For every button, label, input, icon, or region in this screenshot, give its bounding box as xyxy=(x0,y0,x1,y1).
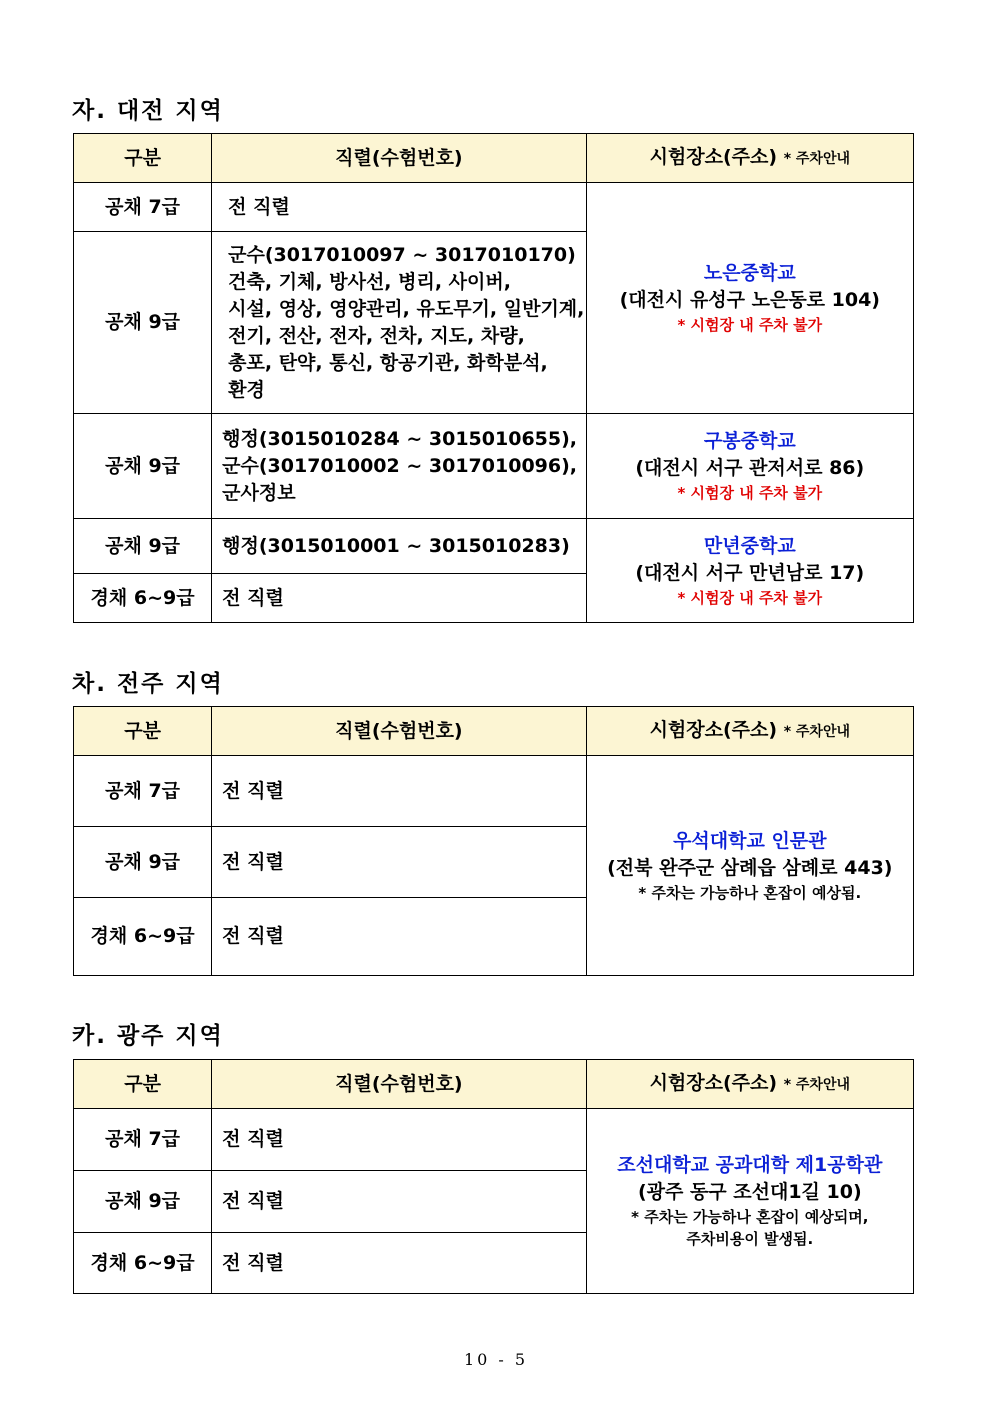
job-cell: 전 직렬 xyxy=(212,827,586,898)
grade-cell: 공채 7급 xyxy=(74,1109,212,1171)
parking-note-label: * 주차안내 xyxy=(783,150,850,167)
venue-cell xyxy=(586,414,913,519)
table-row xyxy=(74,183,914,232)
parking-note: * 시험장 내 주차 불가 xyxy=(677,588,823,607)
header-category: 구분 xyxy=(74,707,212,756)
parking-note: * 시험장 내 주차 불가 xyxy=(677,316,823,334)
grade-cell: 경채 6~9급 xyxy=(74,574,212,623)
job-cell: 전 직렬 xyxy=(212,574,586,623)
job-cell: 전 직렬 xyxy=(212,183,586,232)
venue-cell xyxy=(586,183,913,414)
table-row xyxy=(74,756,914,827)
venue-name: 구봉중학교 xyxy=(703,430,796,452)
table-daejeon xyxy=(73,133,914,623)
grade-cell: 경채 6~9급 xyxy=(74,898,212,976)
venue-name: 조선대학교 공과대학 제1공학관 xyxy=(617,1154,883,1176)
job-cell: 전 직렬 xyxy=(212,898,586,976)
parking-note-label: * 주차안내 xyxy=(783,1076,850,1093)
header-category: 구분 xyxy=(74,134,212,183)
venue-address: (대전시 유성구 노은동로 104) xyxy=(619,289,880,311)
header-venue: 시험장소(주소) * 주차안내 xyxy=(586,134,913,183)
table-row xyxy=(74,414,914,519)
job-cell: 전 직렬 xyxy=(212,1171,586,1233)
table-row xyxy=(74,1109,914,1171)
venue-address: (대전시 서구 만년남로 17) xyxy=(635,561,865,584)
job-cell: 군수(3017010097 ~ 3017010170) 건축, 기체, 방사선, 병리, 사이버, 시설, 영상, 영양관리, 유도무기, 일반기계, 전기, 전산, 전자, 전차, 지도, 차량, 총포, 탄약, 통신, 항공기관, 화학분석, 환경 xyxy=(212,232,586,414)
header-job: 직렬(수험번호) xyxy=(212,1060,586,1109)
grade-cell: 공채 9급 xyxy=(74,519,212,574)
grade-cell: 공채 9급 xyxy=(74,827,212,898)
job-cell: 행정(3015010284 ~ 3015010655), 군수(3017010002 ~ 3017010096), 군사정보 xyxy=(212,414,586,519)
job-cell: 행정(3015010001 ~ 3015010283) xyxy=(212,519,586,574)
job-cell: 전 직렬 xyxy=(212,756,586,827)
job-cell: 전 직렬 xyxy=(212,1233,586,1294)
table-header xyxy=(74,707,914,756)
table-row xyxy=(74,519,914,574)
venue-name: 우석대학교 인문관 xyxy=(673,829,827,852)
section-title-daejeon: 자. 대전 지역 xyxy=(72,98,224,124)
parking-note: * 주차는 가능하나 혼잡이 예상되며, xyxy=(631,1208,869,1226)
table-header xyxy=(74,134,914,183)
table-gwangju xyxy=(73,1059,914,1294)
table-header xyxy=(74,1060,914,1109)
venue-address: (대전시 서구 관저서로 86) xyxy=(635,457,865,479)
table-jeonju xyxy=(73,706,914,976)
parking-note: * 시험장 내 주차 불가 xyxy=(677,484,823,502)
venue-name: 노은중학교 xyxy=(703,262,796,284)
grade-cell: 경채 6~9급 xyxy=(74,1233,212,1294)
venue-cell xyxy=(586,756,913,976)
header-job: 직렬(수험번호) xyxy=(212,707,586,756)
venue-address: (광주 동구 조선대1길 10) xyxy=(637,1181,862,1203)
venue-cell xyxy=(586,1109,913,1294)
header-category: 구분 xyxy=(74,1060,212,1109)
header-venue: 시험장소(주소) * 주차안내 xyxy=(586,1060,913,1109)
venue-name: 만년중학교 xyxy=(703,534,796,557)
section-title-jeonju: 차. 전주 지역 xyxy=(72,671,224,697)
venue-cell xyxy=(586,519,913,623)
header-job: 직렬(수험번호) xyxy=(212,134,586,183)
page-number: 10 - 5 xyxy=(463,1350,529,1369)
parking-note: * 주차는 가능하나 혼잡이 예상됨. xyxy=(638,883,862,902)
grade-cell: 공채 7급 xyxy=(74,183,212,232)
header-venue: 시험장소(주소) * 주차안내 xyxy=(586,707,913,756)
parking-note-label: * 주차안내 xyxy=(783,723,850,740)
grade-cell: 공채 7급 xyxy=(74,756,212,827)
grade-cell: 공채 9급 xyxy=(74,232,212,414)
job-cell: 전 직렬 xyxy=(212,1109,586,1171)
grade-cell: 공채 9급 xyxy=(74,414,212,519)
section-title-gwangju: 카. 광주 지역 xyxy=(72,1023,224,1049)
grade-cell: 공채 9급 xyxy=(74,1171,212,1233)
parking-fee-note: 주차비용이 발생됨. xyxy=(686,1230,814,1248)
venue-address: (전북 완주군 삼례읍 삼례로 443) xyxy=(607,856,893,879)
